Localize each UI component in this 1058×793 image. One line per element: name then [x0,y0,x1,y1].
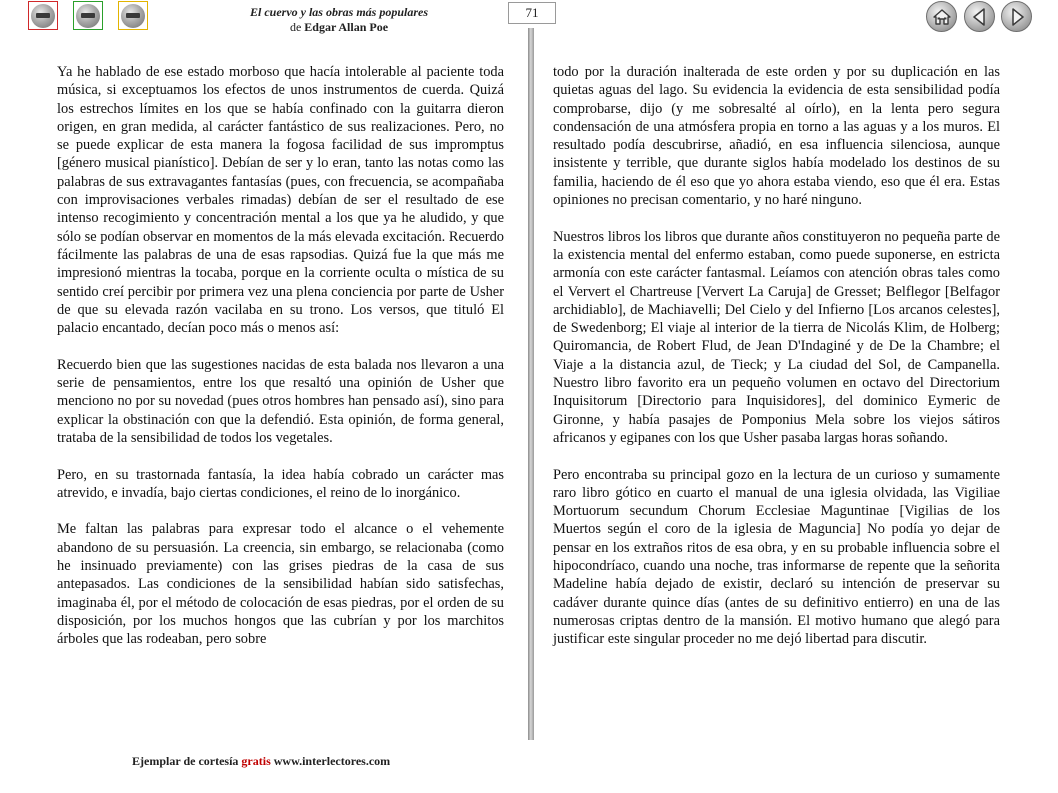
paragraph: Me faltan las palabras para expresar todo el alcance o el vehemente abandono de su persuasión. La creencia, sin embargo, se relacionaba (como he insinuado previamente) con las grises piedras de la casa de sus antepasados. Las condiciones de la sensibilidad habían sido satisfechas, imaginaba él, por el método de colocación de esas piedras, por el orden de su disposición, por los muchos hongos que las cubrían y por los marchitos árboles que las rodeaban, pero sobre [57,521,504,648]
author-prefix: de [289,20,302,34]
book-gutter [528,28,534,740]
paragraph: Nuestros libros los libros que durante años constituyeron no pequeña parte de la existencia mental del enfermo estaban, como puede suponerse, en estricta armonía con este carácter fantasmal. Leíamos con atención obras tales como el Ververt el Chartreuse [Ververt La Caruja] de Gresset; Belflegor [Belfagor archidiablo], de Machiavelli; Del Cielo y del Infierno [Los arcanos celestes], de Swedenborg; El viaje al interior de la tierra de Nicolás Klim, de Holberg; Quiromancia, de Robert Flud, de Jean D'Indaginé y de De la Chambre; el Viaje a la distancia azul, de Tieck; y La ciudad del Sol, de Campanella. Nuestro libro favorito era un pequeño volumen en octavo del Directorium Inquisitorum [Directorio para Inquisidores], del dominico Eymeric de Gironne, y había pasajes de Pomponius Mela sobre los viejos sátiros africanos y egipanes con los que Usher pasaba largas horas soñando. [553,228,1000,446]
left-column [57,63,504,667]
minus-icon [76,4,100,28]
footer-url[interactable]: www.interlectores.com [273,754,391,768]
minimize-yellow-button[interactable] [118,1,148,30]
author-line [200,20,478,35]
paragraph: Ya he hablado de ese estado morboso que hacía intolerable al paciente toda música, si exceptuamos los efectos de unos instrumentos de cuerda. Quizá los estrechos límites en los que se había confinado con la guitarra dieron origen, en gran medida, al carácter fantástico de sus realizaciones. Pero, no se puede explicar de esta manera la fogosa facilidad de sus impromptus [género musical pianístico]. Debían de ser y lo eran, tanto las notas como las palabras de sus extravagantes fantasías (pues, con frecuencia, se acompañaba con improvisaciones verbales rimadas) debían de ser el resultado de ese intenso recogimiento y concentración mental a los que ya he aludido, y que sólo se podían observar en momentos de la más elevada excitación. Recuerdo fácilmente las palabras de una de esas rapsodias. Quizá fue la que más me impresionó mientras la tocaba, porque en la corriente oculta o mística de su sentido creí percibir por primera vez una plena conciencia por parte de Usher de que su elevada razón vacilaba en su trono. Los versos, que tituló El palacio encantado, decían poco más o menos así: [57,64,504,337]
minus-icon [121,4,145,28]
home-icon [933,9,951,25]
right-column [553,63,1000,667]
next-page-button[interactable] [1001,1,1032,32]
minus-icon [31,4,55,28]
paragraph: Pero, en su trastornada fantasía, la idea había cobrado un carácter mas atrevido, e invadía, bajo ciertas condiciones, el reino de lo inorgánico. [57,466,504,501]
minimize-green-button[interactable] [73,1,103,30]
footer-gratis: gratis [241,754,271,768]
book-header [200,5,478,35]
previous-page-button[interactable] [964,1,995,32]
arrow-left-icon [972,8,988,26]
home-button[interactable] [926,1,957,32]
page-number[interactable]: 71 [508,2,556,24]
footer-prefix: Ejemplar de cortesía [132,754,239,768]
author-name: Edgar Allan Poe [304,20,389,34]
footer-courtesy [132,754,432,769]
arrow-right-icon [1009,8,1025,26]
book-title: El cuervo y las obras más populares [249,5,428,19]
minimize-red-button[interactable] [28,1,58,30]
paragraph: todo por la duración inalterada de este orden y por su duplicación en las quietas aguas del lago. Su evidencia la evidencia de esta sensibilidad podía comprobarse, dijo (y me sobresalté al oírlo), en la lenta pero segura condensación de una atmósfera propia en torno a las aguas y a los muros. El resultado podía descubrirse, añadió, en esa influencia silenciosa, aunque insistente y terrible, que durante siglos había modelado los destinos de su familia, haciendo de él eso que yo ahora estaba viendo, eso que él era. Estas opiniones no precisan comentario, y no haré ninguno. [553,64,1000,209]
paragraph: Recuerdo bien que las sugestiones nacidas de esta balada nos llevaron a una serie de pensamientos, entre los que resaltó una opinión de Usher que menciono no por su novedad (pues otros hombres han pensado así), sino para explicar la obstinación con que la defendió. Esta opinión, de forma general, trataba de la sensibilidad de todos los vegetales. [57,356,504,446]
paragraph: Pero encontraba su principal gozo en la lectura de un curioso y sumamente raro libro gótico en cuarto el manual de una iglesia olvidada, las Vigiliae Mortuorum secundum Chorum Ecclesiae Maguntinae [Vigilias de los Muertos según el coro de la iglesia de Maguncia] No podía yo dejar de pensar en los extraños ritos de esa obra, y en su probable influencia sobre el hipocondríaco, cuando una noche, tras informarse de repente que la señorita Madeline había dejado de existir, declaró su intención de preservar su cadáver durante quince días (antes de su definitivo entierro) en una de las numerosas criptas dentro de la mansión. El motivo humano que alegó para justificar este singular proceder no me dejó libertad para discutir. [553,466,1000,648]
